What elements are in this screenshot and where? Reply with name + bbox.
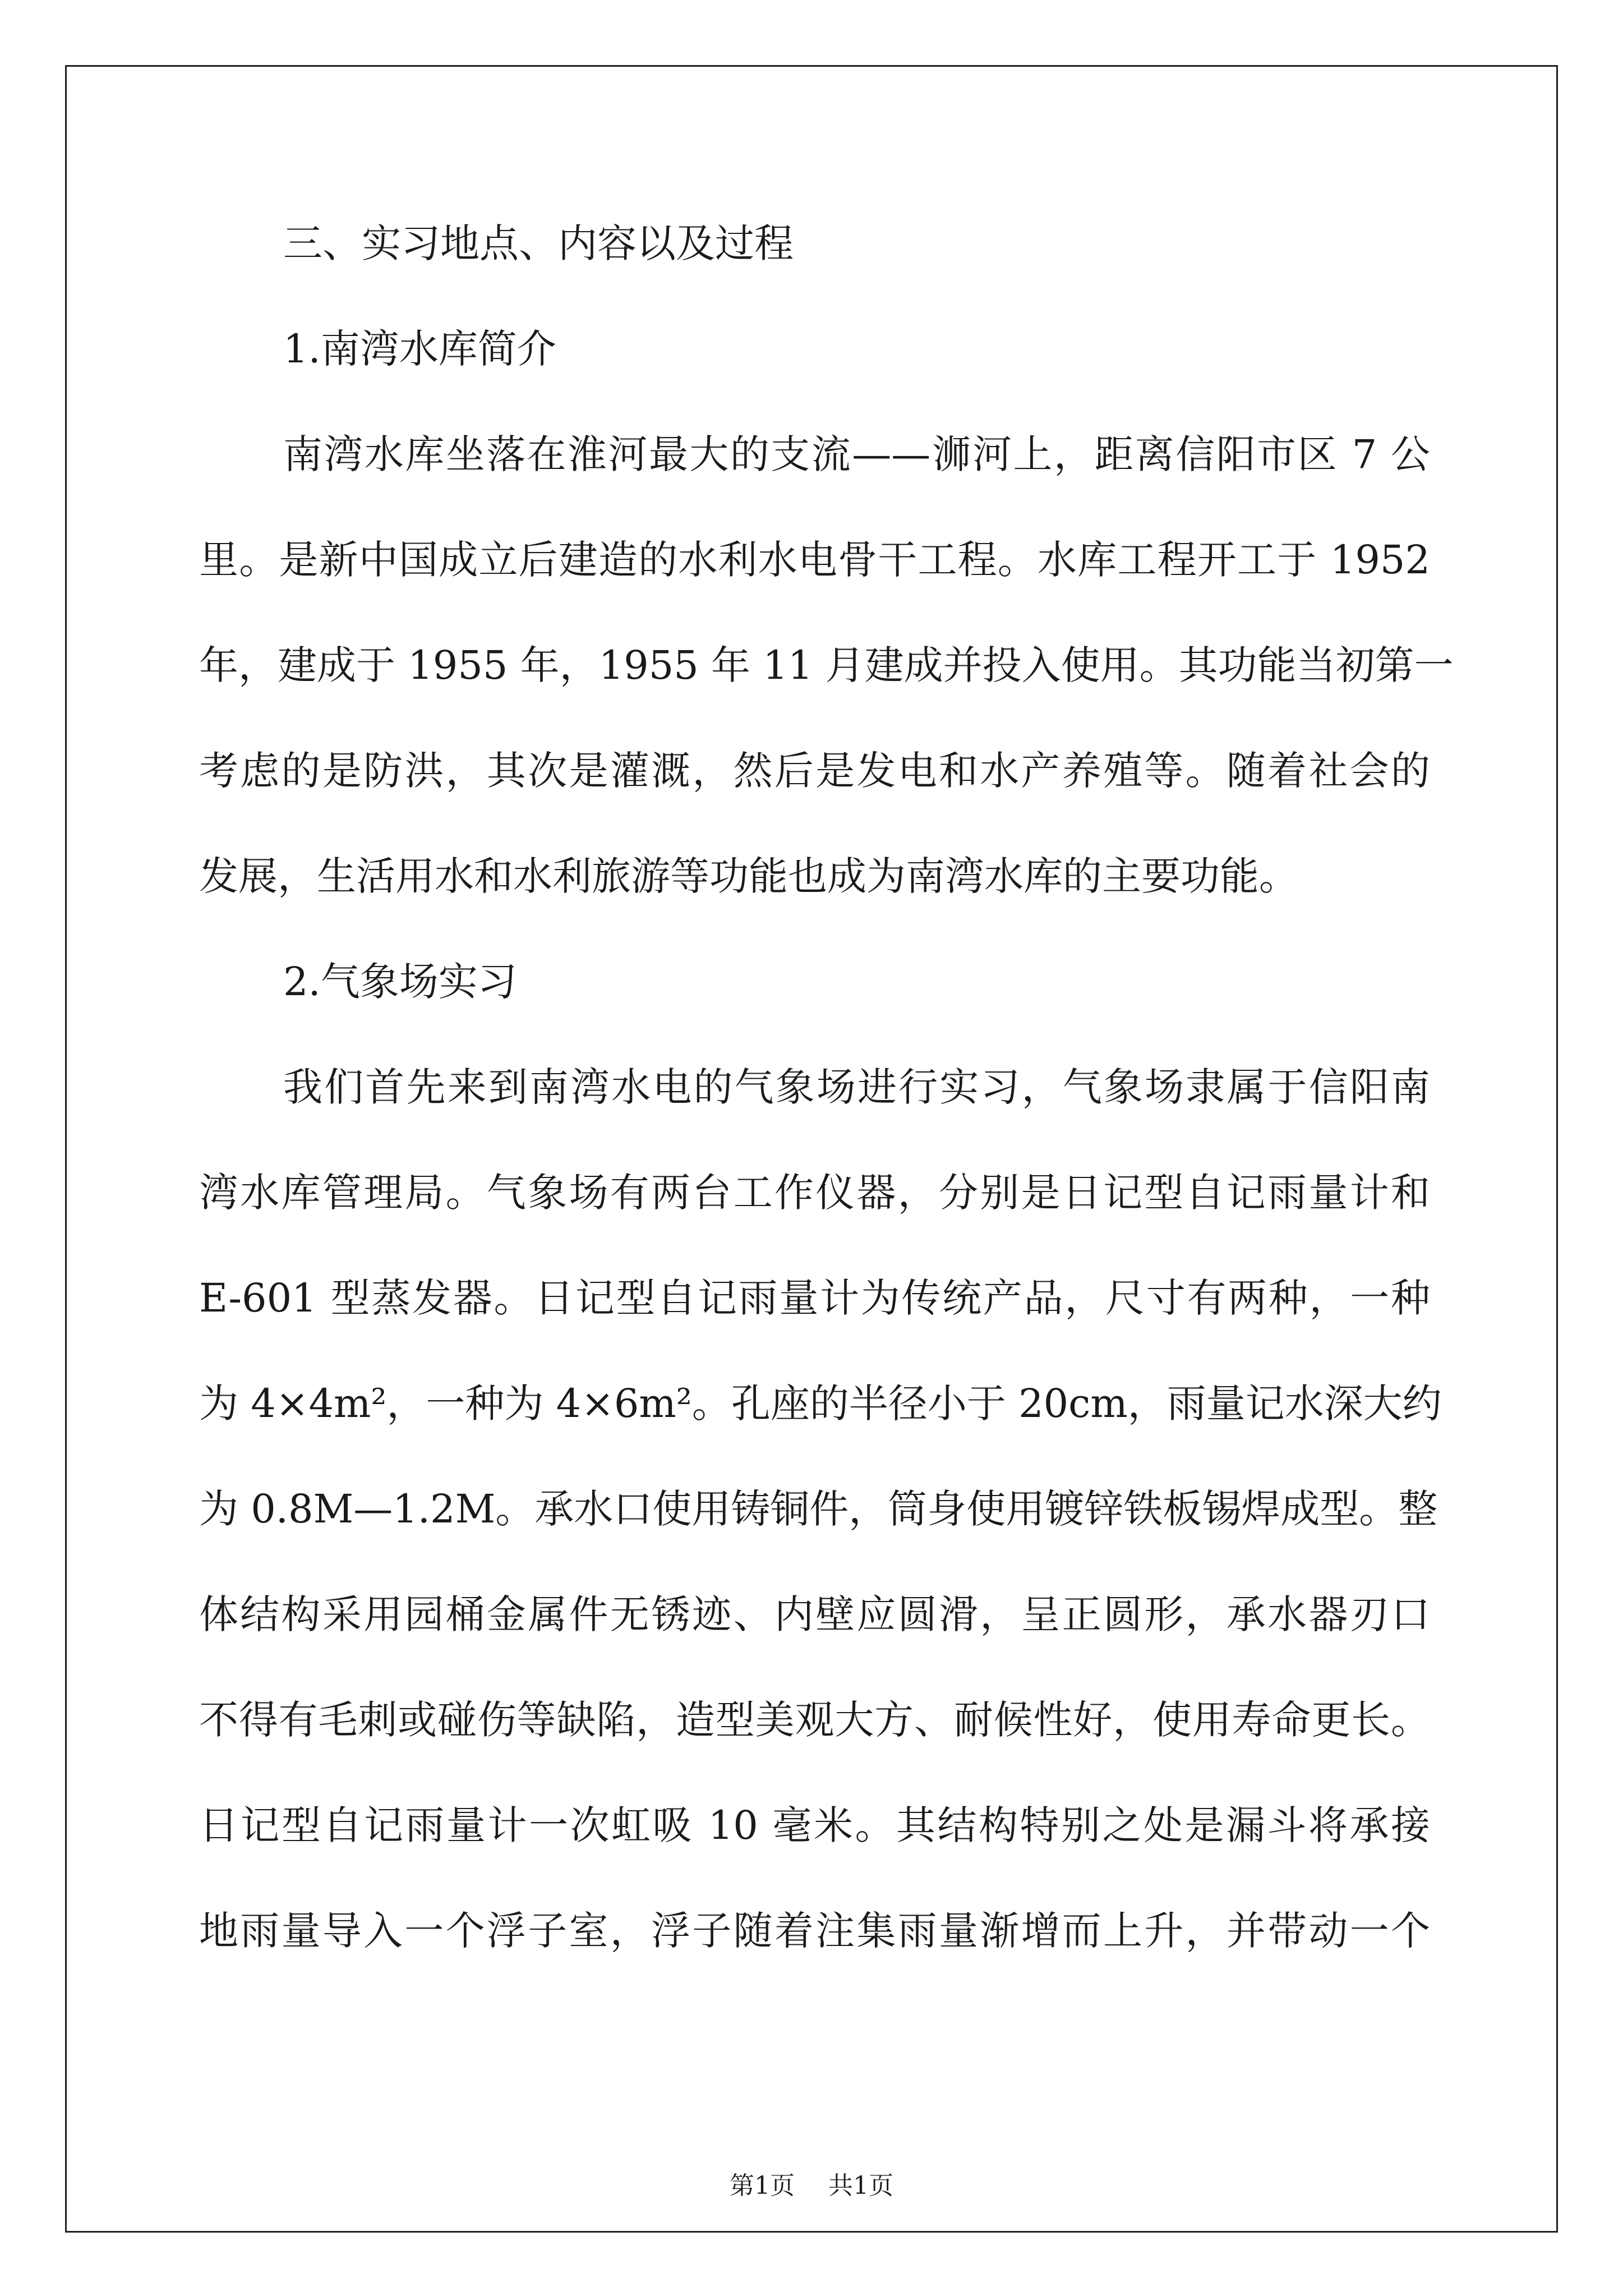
- paragraph-line: 湾水库管理局。气象场有两台工作仪器，分别是日记型自记雨量计和: [199, 1170, 1430, 1216]
- paragraph-line: 日记型自记雨量计一次虹吸 10 毫米。其结构特别之处是漏斗将承接: [199, 1802, 1430, 1848]
- paragraph-line: E-601 型蒸发器。日记型自记雨量计为传统产品，尺寸有两种，一种: [199, 1275, 1430, 1321]
- paragraph-line: 里。是新中国成立后建造的水利水电骨干工程。水库工程开工于 1952: [199, 537, 1430, 583]
- paragraph-line: 不得有毛刺或碰伤等缺陷，造型美观大方、耐候性好，使用寿命更长。: [199, 1697, 1430, 1743]
- page-number-current: 第1页: [730, 2171, 795, 2200]
- page-footer: [0, 2165, 1623, 2201]
- page-number-total: 共1页: [828, 2171, 893, 2200]
- paragraph-line: 为 4×4m²，一种为 4×6m²。孔座的半径小于 20cm，雨量记水深大约: [199, 1381, 1442, 1427]
- paragraph-line: 考虑的是防洪，其次是灌溉，然后是发电和水产养殖等。随着社会的: [199, 748, 1430, 794]
- paragraph-line: 体结构采用园桶金属件无锈迹、内壁应圆滑，呈正圆形，承水器刃口: [199, 1591, 1430, 1637]
- subheading-reservoir-intro: 1.南湾水库简介: [283, 326, 556, 372]
- paragraph-line: 南湾水库坐落在淮河最大的支流——浉河上，距离信阳市区 7 公: [283, 431, 1430, 477]
- paragraph-line: 我们首先来到南湾水电的气象场进行实习，气象场隶属于信阳南: [283, 1064, 1430, 1110]
- paragraph-line: 为 0.8M—1.2M。承水口使用铸铜件，筒身使用镀锌铁板锡焊成型。整: [199, 1486, 1438, 1532]
- paragraph-line: 发展，生活用水和水利旅游等功能也成为南湾水库的主要功能。: [199, 853, 1298, 899]
- subheading-weather-station: 2.气象场实习: [283, 959, 517, 1005]
- section-heading: 三、实习地点、内容以及过程: [283, 220, 794, 266]
- paragraph-line: 年，建成于 1955 年，1955 年 11 月建成并投入使用。其功能当初第一: [199, 642, 1454, 688]
- paragraph-line: 地雨量导入一个浮子室，浮子随着注集雨量渐增而上升，并带动一个: [199, 1908, 1430, 1954]
